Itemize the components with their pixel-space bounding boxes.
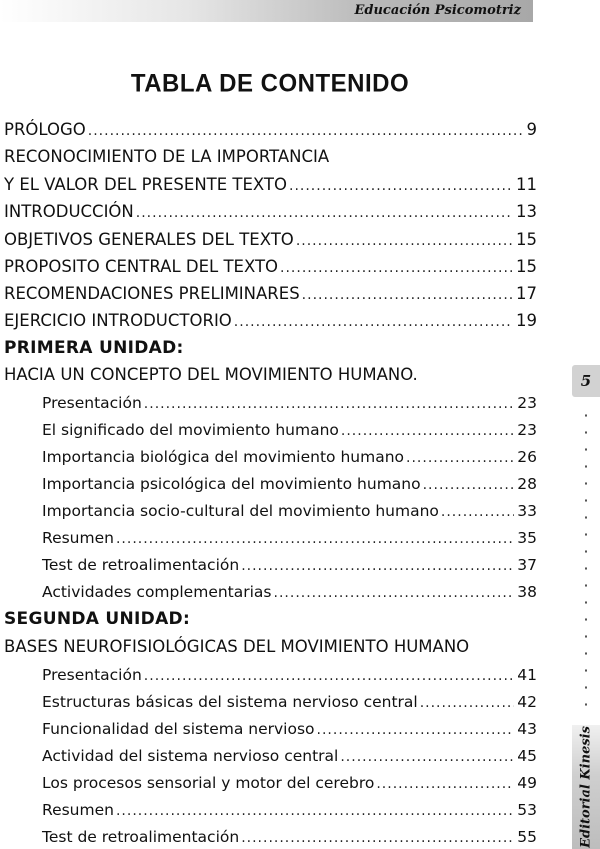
toc-entry-page: 43	[517, 720, 537, 738]
toc-leader-dots	[144, 665, 514, 687]
toc-entry-label: Y EL VALOR DEL PRESENTE TEXTO	[4, 175, 287, 194]
toc-subentry	[42, 392, 537, 415]
toc-entry-page: 35	[517, 529, 537, 547]
toc-entry	[4, 201, 537, 224]
toc-leader-dots	[423, 474, 515, 496]
toc-leader-dots	[116, 528, 514, 550]
page-title: TABLA DE CONTENIDO	[130, 69, 410, 98]
toc-entry-label-line1: RECONOCIMIENTO DE LA IMPORTANCIA	[4, 147, 330, 166]
toc-leader-dots	[341, 420, 514, 442]
toc-leader-dots	[296, 230, 513, 252]
toc-entry-label: Importancia psicológica del movimiento humano	[42, 475, 421, 493]
toc-subentry	[42, 500, 537, 523]
toc-leader-dots	[406, 447, 514, 469]
toc-subentry	[42, 446, 537, 469]
toc-entry-label: Actividad del sistema nervioso central	[42, 747, 339, 765]
running-header	[0, 0, 533, 22]
toc-entry-page: 38	[517, 583, 537, 601]
publisher-name: Editorial Kinesis	[578, 726, 594, 848]
toc-leader-dots	[289, 175, 513, 197]
toc-entry-page: 41	[517, 666, 537, 684]
page-number: 5	[572, 365, 600, 397]
toc-entry-page: 9	[526, 120, 537, 139]
toc-entry-page: 13	[516, 202, 537, 221]
toc-entry-label: PRÓLOGO	[4, 120, 86, 139]
unit-heading: PRIMERA UNIDAD:	[4, 338, 184, 358]
toc-entry-label: Funcionalidad del sistema nervioso	[42, 720, 315, 738]
toc-entry-label: RECOMENDACIONES PRELIMINARES	[4, 284, 300, 303]
toc-leader-dots	[144, 393, 514, 415]
toc-entry-label: El significado del movimiento humano	[42, 421, 339, 439]
toc-subentry	[42, 527, 537, 550]
toc-entry-page: 42	[517, 693, 537, 711]
toc-subentry	[42, 664, 537, 687]
toc-subentry	[42, 419, 537, 442]
toc-entry-page: 45	[517, 747, 537, 765]
side-strip	[572, 365, 600, 849]
toc-leader-dots	[317, 719, 515, 741]
toc-entry-label: Test de retroalimentación	[42, 828, 240, 846]
toc-subentry	[42, 581, 537, 604]
toc-entry-page: 15	[516, 257, 537, 276]
toc-entry	[4, 229, 537, 252]
toc-subentry	[42, 772, 537, 795]
toc-entry-label: Importancia biológica del movimiento humano	[42, 448, 405, 466]
toc-entry-label: INTRODUCCIÓN	[4, 202, 134, 221]
toc-entry	[4, 310, 537, 333]
toc-leader-dots	[136, 202, 513, 224]
toc-entry-label: Presentación	[42, 394, 142, 412]
toc-leader-dots	[88, 120, 524, 142]
toc-entry-page: 23	[517, 421, 537, 439]
unit-heading: SEGUNDA UNIDAD:	[4, 609, 191, 629]
toc-entry-page: 17	[516, 284, 537, 303]
toc-subentry	[42, 799, 537, 822]
toc-entry-label: Presentación	[42, 666, 142, 684]
publisher-tab	[572, 725, 600, 849]
toc-entry	[4, 256, 537, 279]
toc-entry-page: 37	[517, 556, 537, 574]
toc-entry-page: 55	[517, 828, 537, 846]
toc-entry-label: Test de retroalimentación	[42, 556, 240, 574]
toc-entry-page: 23	[517, 394, 537, 412]
toc-leader-dots	[420, 692, 515, 714]
toc-entry-label: EJERCICIO INTRODUCTORIO	[4, 311, 232, 330]
unit-title: BASES NEUROFISIOLÓGICAS DEL MOVIMIENTO HUMANO	[4, 637, 470, 656]
toc-leader-dots	[441, 501, 514, 523]
toc-entry-page: 53	[517, 801, 537, 819]
toc-leader-dots	[234, 311, 513, 333]
toc-entry	[4, 283, 537, 306]
toc-entry-page: 49	[517, 774, 537, 792]
toc-entry-page: 28	[517, 475, 537, 493]
toc-entry-label: Actividades complementarias	[42, 583, 272, 601]
toc-leader-dots	[302, 284, 513, 306]
toc-entry-page: 26	[517, 448, 537, 466]
running-header-title: Educación Psicomotriz	[354, 3, 521, 18]
toc-entry-label: PROPOSITO CENTRAL DEL TEXTO	[4, 257, 279, 276]
toc-subentry	[42, 473, 537, 496]
toc-leader-dots	[241, 555, 514, 577]
toc-entry-page: 15	[516, 230, 537, 249]
toc-subentry	[42, 826, 537, 849]
toc-subentry	[42, 554, 537, 577]
toc-entry-page: 33	[517, 502, 537, 520]
toc-leader-dots	[376, 773, 514, 795]
toc-subentry	[42, 745, 537, 768]
toc-leader-dots	[241, 827, 514, 849]
toc-entry-label: Estructuras básicas del sistema nervioso central	[42, 693, 418, 711]
toc-leader-dots	[274, 582, 515, 604]
toc-entry	[4, 119, 537, 142]
toc-entry-label: OBJETIVOS GENERALES DEL TEXTO	[4, 230, 294, 249]
toc-entry-label: Resumen	[42, 801, 114, 819]
toc-entry-label: Importancia socio-cultural del movimiento humano	[42, 502, 439, 520]
toc-leader-dots	[280, 257, 513, 279]
toc-subentry	[42, 718, 537, 741]
toc-subentry	[42, 691, 537, 714]
toc-entry-page: 19	[516, 311, 537, 330]
toc-entry-label: Resumen	[42, 529, 114, 547]
toc-entry-page: 11	[516, 175, 537, 194]
toc-entry-label: Los procesos sensorial y motor del cerebro	[42, 774, 375, 792]
toc-leader-dots	[340, 746, 514, 768]
decorative-dot-column	[585, 407, 587, 712]
toc-entry	[4, 174, 537, 197]
toc-leader-dots	[116, 800, 514, 822]
unit-title: HACIA UN CONCEPTO DEL MOVIMIENTO HUMANO.	[4, 365, 418, 384]
